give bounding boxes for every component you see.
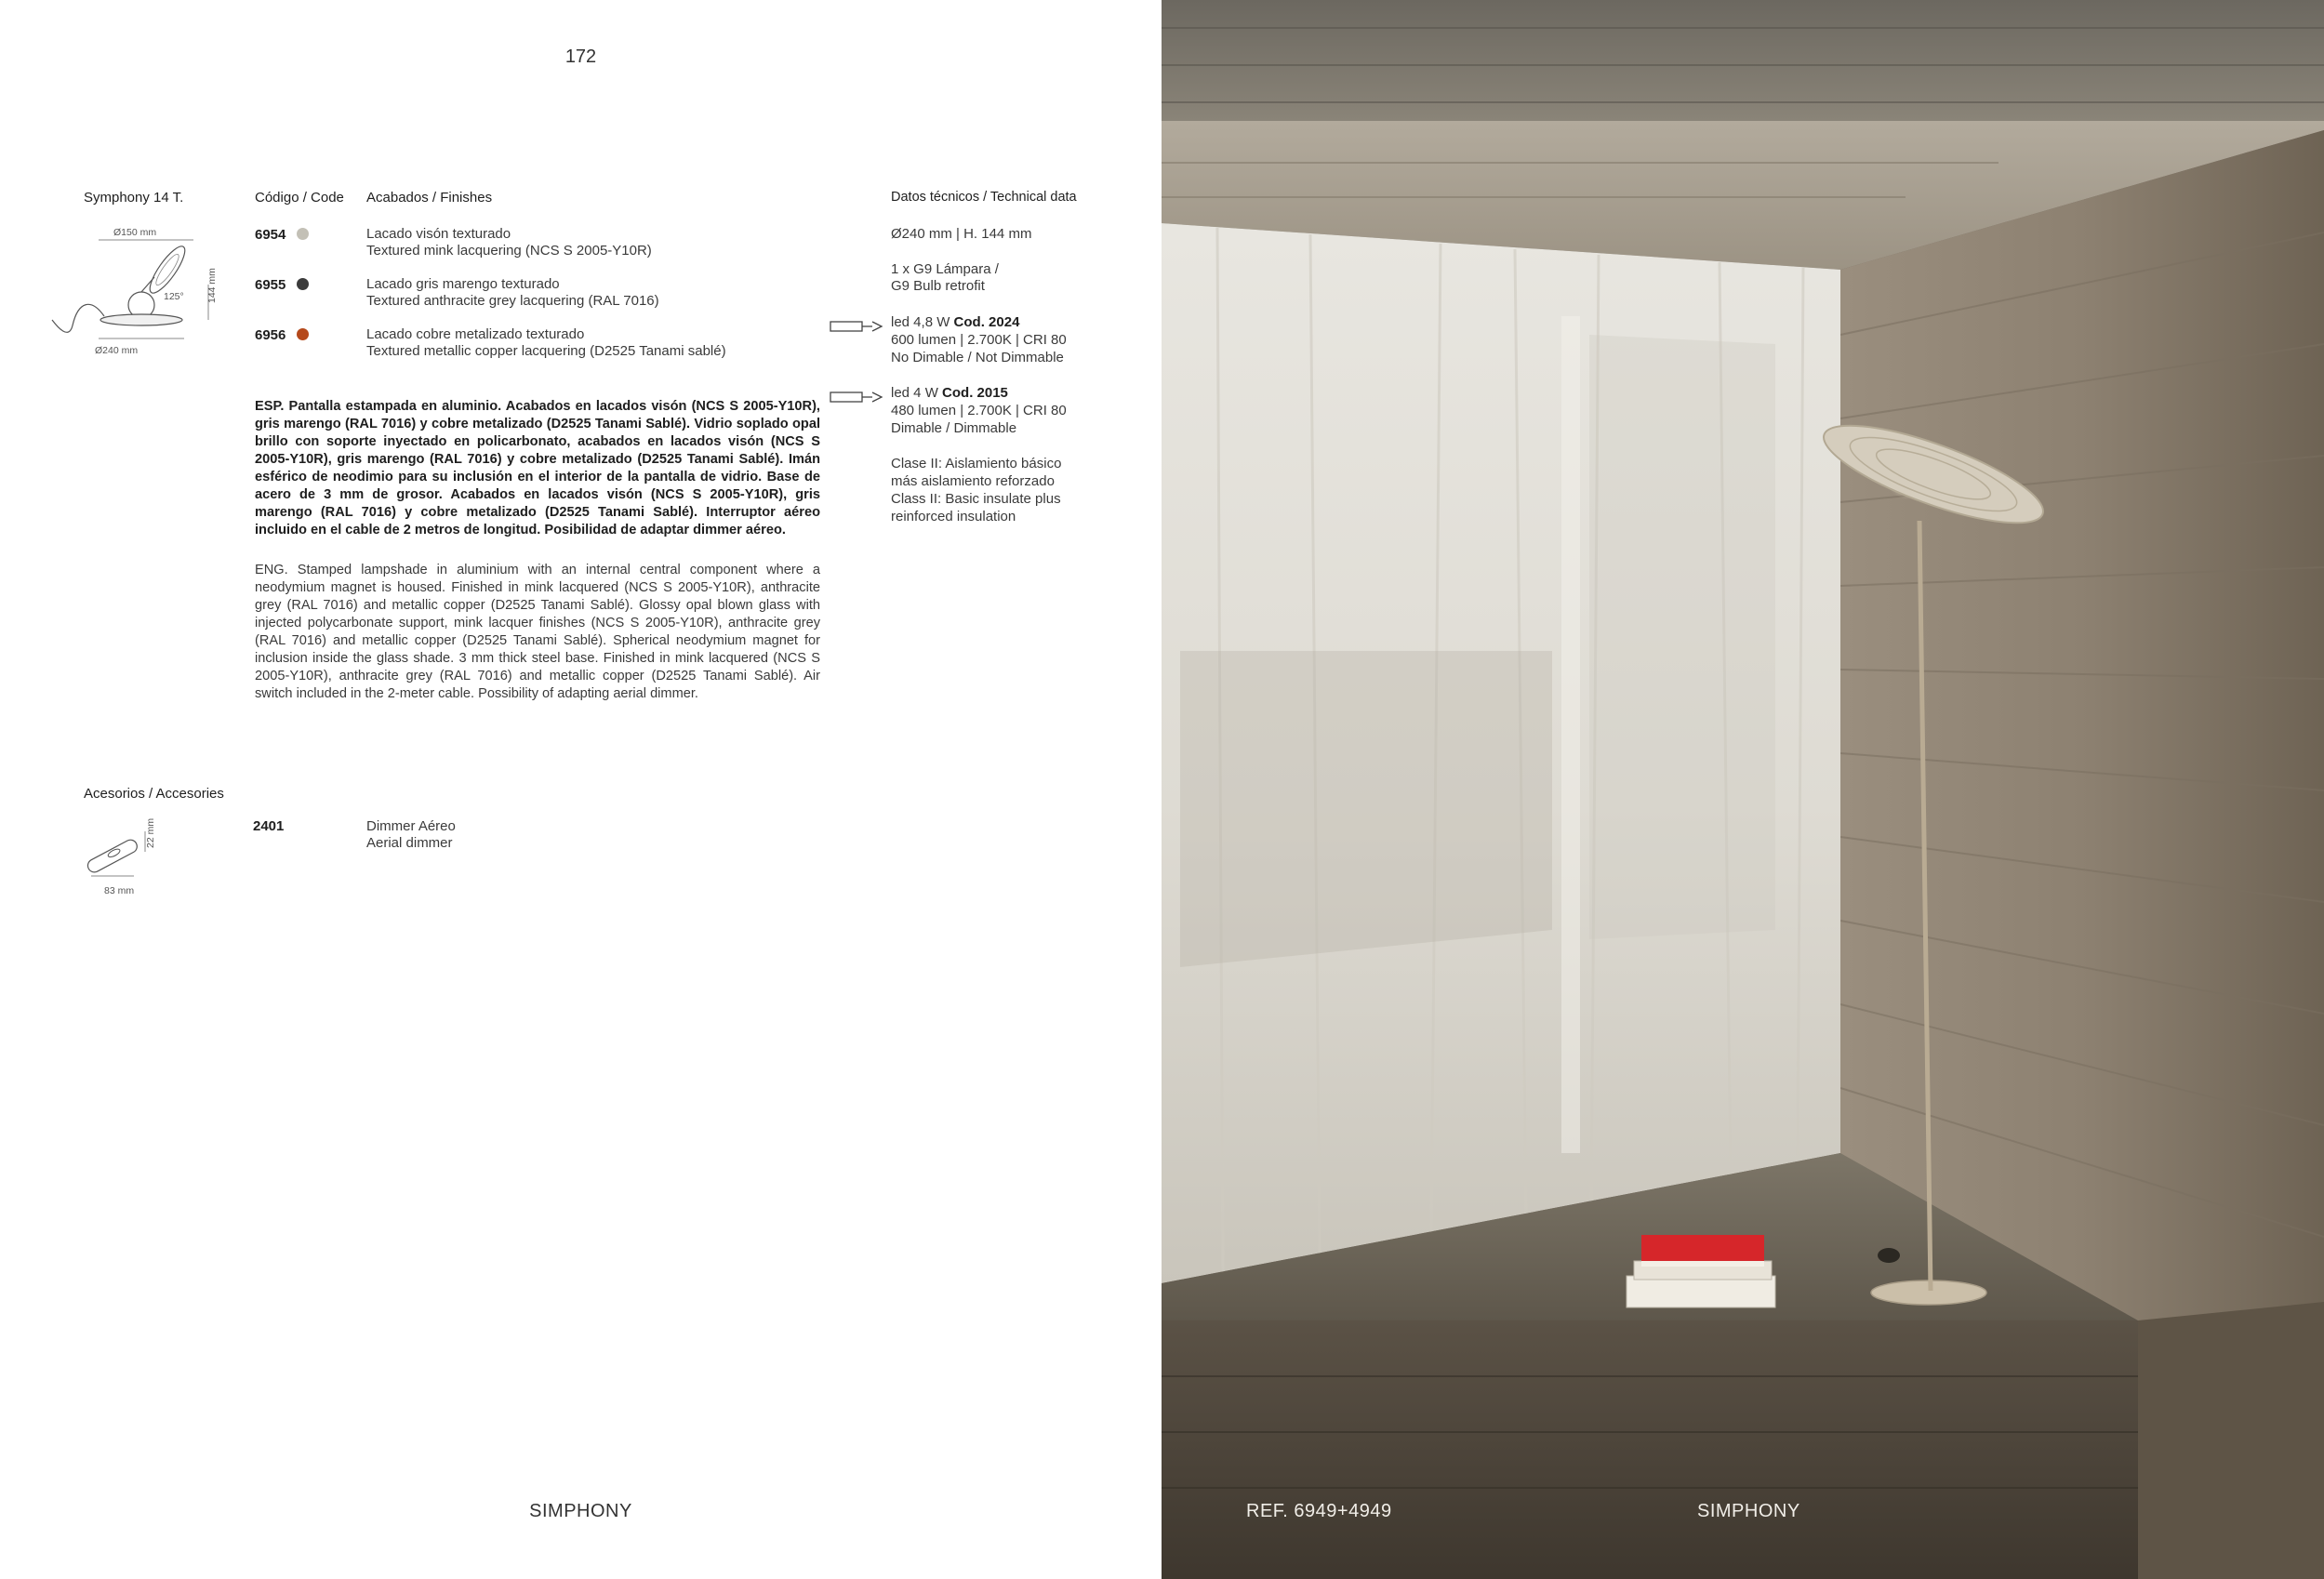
column-header-code: Código / Code — [255, 190, 344, 206]
accessory-code: 2401 — [253, 818, 285, 834]
column-header-technical: Datos técnicos / Technical data — [891, 190, 1077, 205]
finish-code: 6956 — [255, 327, 286, 343]
led1-dimmable: No Dimable / Not Dimmable — [891, 350, 1064, 365]
description-english: ENG. Stamped lampshade in aluminium with an internal central component where a neodymium magnet is housed. Finished in mink lacquered (NCS S 2005-Y10R), anthracite grey (RAL 7016) and metallic copper (D2525 Tanami Sablé). Glossy opal blown glass with injected polycarbonate support, mink lacquer finishes (NCS S 2005-Y10R), anthracite grey (RAL 7016) and metallic copper (D2525 Tanami Sablé). Spherical neodymium magnet for inclusion inside the glass shade. 3 mm thick steel base. Finished in mink lacquered (NCS S 2005-Y10R), anthracite grey (RAL 7016) and metallic copper (D2525 Tanami Sablé). Air switch included in the 2-meter cable. Possibility of adapting aerial dimmer. — [255, 563, 820, 701]
finish-name-en: Textured metallic copper lacquering (D2525 Tanami sablé) — [366, 343, 726, 359]
class-line: más aislamiento reforzado — [891, 473, 1055, 489]
finish-color-swatch — [297, 278, 309, 290]
led2-line — [891, 385, 1008, 403]
room-photo-illustration — [1162, 0, 2324, 1579]
tech-dimensions: Ø240 mm | H. 144 mm — [891, 226, 1032, 242]
led2-code: Cod. 2015 — [942, 385, 1008, 401]
finish-code: 6954 — [255, 227, 286, 243]
catalog-page-right-photo — [1162, 0, 2324, 1579]
led-module-icon — [830, 387, 883, 407]
diagram-top-diameter: Ø150 mm — [113, 227, 157, 238]
class-line: Clase II: Aislamiento básico — [891, 456, 1062, 471]
photo-reference: REF. 6949+4949 — [1246, 1501, 1392, 1521]
finish-name-es: Lacado visón texturado — [366, 226, 511, 242]
footer-title-left: SIMPHONY — [529, 1501, 632, 1521]
led1-power: led 4,8 W — [891, 314, 950, 330]
finish-name-es: Lacado cobre metalizado texturado — [366, 326, 585, 342]
tech-bulb-line1: 1 x G9 Lámpara / — [891, 261, 999, 277]
diagram-base-diameter: Ø240 mm — [95, 345, 139, 356]
class-line: reinforced insulation — [891, 509, 1016, 524]
diagram-height: 144 mm — [206, 268, 218, 303]
finish-name-es: Lacado gris marengo texturado — [366, 276, 560, 292]
aerial-dimmer-icon — [78, 828, 153, 883]
led1-specs: 600 lumen | 2.700K | CRI 80 — [891, 332, 1067, 348]
led-module-icon — [830, 316, 883, 337]
led1-code: Cod. 2024 — [953, 314, 1020, 330]
description-spanish: ESP. Pantalla estampada en aluminio. Acabados en lacados visón (NCS S 2005-Y10R), gris marengo (RAL 7016) y cobre metalizado (D2525 Tanami Sablé). Vidrio soplado opal brillo con soporte inyectado en policarbonato, acabados en lacados visón (NCS S 2005-Y10R), gris marengo (RAL 7016) y cobre metalizado (D2525 Tanami Sablé). Imán esférico de neodimio para su inclusión en el interior de la pantalla de vidrio. Base de acero de 3 mm de grosor. Acabados en lacados visón (NCS S 2005-Y10R), gris marengo (RAL 7016) y cobre metalizado (D2525 Tanami Sablé). Interruptor aéreo incluido en el cable de 2 metros de longitud. Posibilidad de adaptar dimmer aéreo. — [255, 399, 820, 537]
led2-dimmable: Dimable / Dimmable — [891, 420, 1017, 436]
tech-bulb-line2: G9 Bulb retrofit — [891, 278, 985, 294]
red-book-cover — [1641, 1235, 1764, 1265]
diagram-angle: 125° — [164, 291, 184, 302]
finish-name-en: Textured anthracite grey lacquering (RAL 7016) — [366, 293, 659, 309]
lamp-technical-drawing-icon — [45, 223, 231, 363]
accessories-title: Acesorios / Accesories — [84, 786, 224, 802]
finish-color-swatch — [297, 228, 309, 240]
led1-line — [891, 314, 1019, 332]
finish-name-en: Textured mink lacquering (NCS S 2005-Y10R) — [366, 243, 652, 259]
accessory-name-en: Aerial dimmer — [366, 835, 453, 851]
led2-power: led 4 W — [891, 385, 938, 401]
dimmer-height: 22 mm — [145, 817, 156, 848]
product-name: Symphony 14 T. — [84, 190, 184, 206]
finish-color-swatch — [297, 328, 309, 340]
footer-title-right: SIMPHONY — [1697, 1501, 1800, 1521]
led2-specs: 480 lumen | 2.700K | CRI 80 — [891, 403, 1067, 418]
class-line: Class II: Basic insulate plus — [891, 491, 1061, 507]
accessory-name-es: Dimmer Aéreo — [366, 818, 456, 834]
book-bottom — [1627, 1276, 1775, 1307]
dimmer-width: 83 mm — [104, 885, 135, 896]
page-number: 172 — [564, 46, 597, 67]
column-header-finishes: Acabados / Finishes — [366, 190, 493, 206]
finish-code: 6955 — [255, 277, 286, 293]
